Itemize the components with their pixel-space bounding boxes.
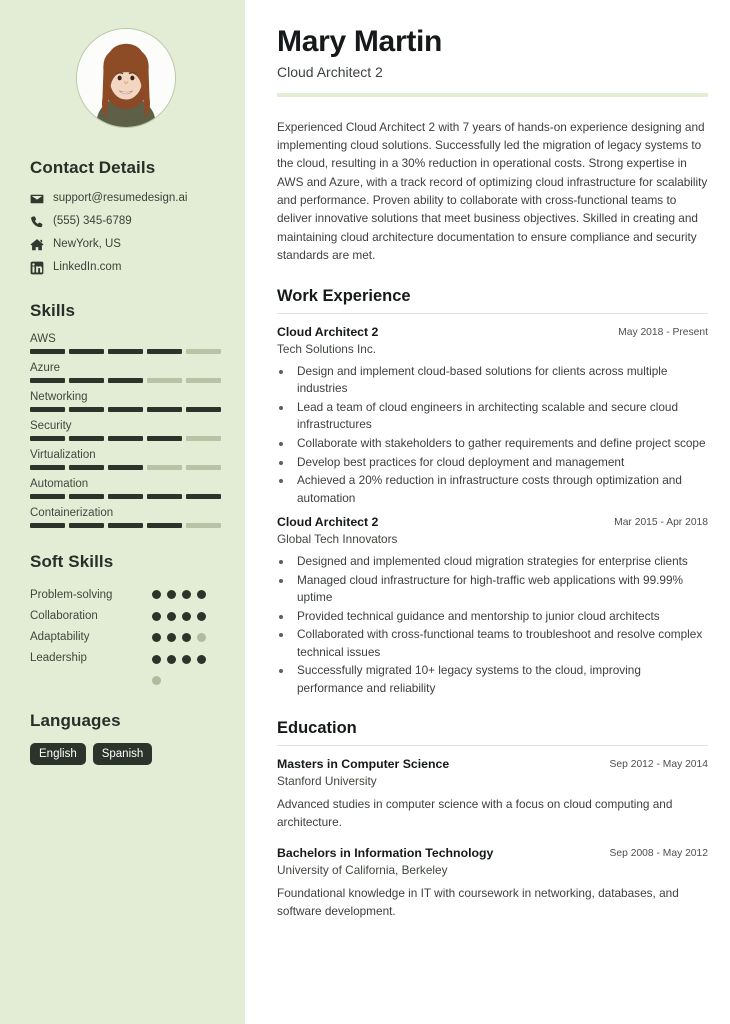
soft-skill-label: Adaptability xyxy=(30,630,90,643)
list-item: • Develop best practices for cloud deployment and management xyxy=(293,454,708,471)
education-description: Foundational knowledge in IT with coursework in networking, databases, and software development. xyxy=(277,885,679,918)
list-item: • Achieved a 20% reduction in infrastructure costs through optimization and automation xyxy=(293,472,708,506)
education-date: Sep 2008 - May 2012 xyxy=(609,847,708,859)
skill-level-bars xyxy=(30,436,221,441)
languages-heading: Languages xyxy=(30,711,121,730)
job-title-subtitle: Cloud Architect 2 xyxy=(277,63,383,80)
soft-skill-label: Problem-solving xyxy=(30,588,113,601)
skill-level-bars xyxy=(30,407,221,412)
skill-bar-segment xyxy=(69,407,104,412)
work-entry-date: May 2018 - Present xyxy=(618,326,708,338)
linkedin-icon xyxy=(30,261,44,275)
education-entry-header xyxy=(277,846,708,861)
soft-skill-dots xyxy=(152,655,206,664)
skill-bar-segment xyxy=(108,378,143,383)
skill-row xyxy=(30,507,221,528)
list-item: • Managed cloud infrastructure for high-traffic web applications with 99.99% uptime xyxy=(293,572,708,606)
language-badge: English xyxy=(30,743,86,765)
list-item: • Lead a team of cloud engineers in architecting scalable and secure cloud infrastructures xyxy=(293,399,708,433)
soft-skill-dot xyxy=(167,655,176,664)
skill-label: Azure xyxy=(30,362,61,374)
soft-skill-dots xyxy=(152,633,206,642)
skill-bar-segment xyxy=(69,436,104,441)
soft-skill-dot xyxy=(152,590,161,599)
soft-skill-dot xyxy=(182,612,191,621)
soft-skill-dot xyxy=(182,655,191,664)
soft-skill-label: Leadership xyxy=(30,651,87,664)
work-entry-organization: Global Tech Innovators xyxy=(277,532,398,547)
education-description: Advanced studies in computer science with a focus on cloud computing and architecture. xyxy=(277,797,673,829)
soft-skill-row xyxy=(30,647,221,668)
header-divider xyxy=(277,93,708,97)
contact-value-email: support@resumedesign.ai xyxy=(53,192,188,205)
skill-bar-segment xyxy=(147,378,182,383)
skill-bar-segment xyxy=(186,407,221,412)
soft-skill-dots xyxy=(152,676,161,685)
skills-heading: Skills xyxy=(30,301,76,320)
work-entry-organization: Tech Solutions Inc. xyxy=(277,341,377,356)
skill-bar-segment xyxy=(30,523,65,528)
skill-label: Automation xyxy=(30,478,89,490)
skill-bar-segment xyxy=(147,523,182,528)
soft-skill-row xyxy=(30,668,221,689)
work-entry-title: Cloud Architect 2 xyxy=(277,324,379,339)
contact-list xyxy=(30,192,221,275)
skill-bar-segment xyxy=(30,378,65,383)
skill-bar-segment xyxy=(108,407,143,412)
soft-skill-dots xyxy=(152,612,206,621)
skill-row xyxy=(30,478,221,499)
work-entry-bullets xyxy=(293,363,708,507)
education-heading: Education xyxy=(277,718,357,737)
work-entry-header xyxy=(277,515,708,530)
soft-skill-dot xyxy=(182,633,191,642)
soft-skill-dot xyxy=(197,633,206,642)
skill-bar-segment xyxy=(108,494,143,499)
soft-skill-dot xyxy=(167,612,176,621)
contact-item-phone[interactable] xyxy=(30,215,221,229)
contact-item-location[interactable] xyxy=(30,238,221,252)
education-entry xyxy=(277,846,708,921)
work-experience-heading: Work Experience xyxy=(277,286,411,305)
list-item: • Successfully migrated 10+ legacy systems to the cloud, improving performance and reliability xyxy=(293,662,708,696)
skill-level-bars xyxy=(30,349,221,354)
skill-bar-segment xyxy=(69,523,104,528)
skill-level-bars xyxy=(30,465,221,470)
skill-bar-segment xyxy=(69,378,104,383)
skill-bar-segment xyxy=(30,407,65,412)
soft-skill-dot xyxy=(152,655,161,664)
education-divider xyxy=(277,745,708,746)
soft-skill-dot xyxy=(167,633,176,642)
contact-value-linkedin: LinkedIn.com xyxy=(53,261,122,274)
skill-label: AWS xyxy=(30,333,56,345)
skill-bar-segment xyxy=(186,494,221,499)
skill-bar-segment xyxy=(147,465,182,470)
contact-details-heading: Contact Details xyxy=(30,158,156,177)
skill-bar-segment xyxy=(186,523,221,528)
education-entry xyxy=(277,757,708,832)
sidebar xyxy=(0,0,245,1024)
soft-skill-dot xyxy=(182,590,191,599)
list-item: • Designed and implemented cloud migration strategies for enterprise clients xyxy=(293,553,708,570)
list-item: • Design and implement cloud-based solutions for clients across multiple industries xyxy=(293,363,708,397)
skill-bar-segment xyxy=(108,465,143,470)
skill-bar-segment xyxy=(108,436,143,441)
skill-bar-segment xyxy=(69,349,104,354)
education-school: Stanford University xyxy=(277,774,377,789)
languages-list xyxy=(30,743,221,765)
soft-skill-row xyxy=(30,584,221,605)
skill-bar-segment xyxy=(147,494,182,499)
skill-label: Security xyxy=(30,420,72,432)
list-item: • Provided technical guidance and mentorship to junior cloud architects xyxy=(293,608,708,625)
skill-bar-segment xyxy=(186,349,221,354)
skill-row xyxy=(30,449,221,470)
skill-row xyxy=(30,420,221,441)
education-school: University of California, Berkeley xyxy=(277,862,448,877)
soft-skill-row xyxy=(30,626,221,647)
avatar xyxy=(76,28,176,128)
phone-icon xyxy=(30,215,44,229)
work-experience-divider xyxy=(277,313,708,314)
soft-skill-row xyxy=(30,605,221,626)
skill-level-bars xyxy=(30,378,221,383)
skill-bar-segment xyxy=(147,349,182,354)
education-list xyxy=(277,757,708,920)
skill-row xyxy=(30,391,221,412)
main-content xyxy=(245,0,730,1024)
skill-bar-segment xyxy=(30,465,65,470)
contact-value-phone: (555) 345-6789 xyxy=(53,215,132,228)
work-experience-list xyxy=(277,325,708,697)
list-item: • Collaborate with stakeholders to gather requirements and define project scope xyxy=(293,435,708,452)
skill-label: Virtualization xyxy=(30,449,96,461)
skill-row xyxy=(30,333,221,354)
skill-bar-segment xyxy=(30,349,65,354)
education-degree: Bachelors in Information Technology xyxy=(277,845,494,860)
list-item: • Collaborated with cross-functional teams to troubleshoot and resolve complex technical issues xyxy=(293,626,708,660)
profile-photo-illustration xyxy=(77,29,175,127)
page-title: Mary Martin xyxy=(277,25,443,58)
work-entry xyxy=(277,325,708,507)
work-entry-title: Cloud Architect 2 xyxy=(277,514,379,529)
skills-section xyxy=(30,301,221,528)
soft-skill-dot xyxy=(152,633,161,642)
skills-list xyxy=(30,333,221,528)
skill-bar-segment xyxy=(147,407,182,412)
skill-bar-segment xyxy=(30,494,65,499)
soft-skill-dot xyxy=(197,655,206,664)
skill-bar-segment xyxy=(186,436,221,441)
home-icon xyxy=(30,238,44,252)
skill-bar-segment xyxy=(30,436,65,441)
contact-item-email[interactable] xyxy=(30,192,221,206)
skill-row xyxy=(30,362,221,383)
skill-bar-segment xyxy=(108,349,143,354)
contact-item-linkedin[interactable] xyxy=(30,261,221,275)
education-degree: Masters in Computer Science xyxy=(277,756,450,771)
soft-skill-dot xyxy=(197,612,206,621)
skill-bar-segment xyxy=(147,436,182,441)
skill-level-bars xyxy=(30,523,221,528)
skill-bar-segment xyxy=(186,378,221,383)
soft-skill-dots xyxy=(152,590,206,599)
work-entry-date: Mar 2015 - Apr 2018 xyxy=(614,516,708,528)
skill-bar-segment xyxy=(108,523,143,528)
skill-level-bars xyxy=(30,494,221,499)
soft-skills-section xyxy=(30,552,221,689)
language-badge: Spanish xyxy=(93,743,153,765)
skill-label: Containerization xyxy=(30,507,114,519)
education-date: Sep 2012 - May 2014 xyxy=(609,758,708,770)
professional-summary: Experienced Cloud Architect 2 with 7 years of hands-on experience designing and implementing cloud solutions. Successfully led the migration of legacy systems to the cloud, resulting in a 30% reduction in operational costs. Strong expertise in AWS and Azure, with a track record of optimizing cloud infrastructure for scalability and performance. Proven ability to collaborate with cross-functional teams to deliver innovative solutions that meet business objectives. Skilled in creating and maintaining cloud architecture documentation to ensure compliance and security standards are met. xyxy=(277,119,708,263)
soft-skill-dot xyxy=(197,590,206,599)
skill-label: Networking xyxy=(30,391,88,403)
languages-section xyxy=(30,711,221,765)
education-entry-header xyxy=(277,757,708,772)
soft-skill-dot xyxy=(152,612,161,621)
avatar-container xyxy=(30,28,221,128)
contact-value-location: NewYork, US xyxy=(53,238,121,251)
soft-skill-label: Collaboration xyxy=(30,609,98,622)
skill-bar-segment xyxy=(69,465,104,470)
soft-skill-dot xyxy=(167,590,176,599)
soft-skills-list xyxy=(30,584,221,689)
work-entry xyxy=(277,515,708,697)
work-entry-header xyxy=(277,325,708,340)
skill-bar-segment xyxy=(69,494,104,499)
skill-bar-segment xyxy=(186,465,221,470)
work-entry-bullets xyxy=(293,553,708,697)
envelope-icon xyxy=(30,192,44,206)
soft-skills-heading: Soft Skills xyxy=(30,552,114,571)
soft-skill-dot xyxy=(152,676,161,685)
